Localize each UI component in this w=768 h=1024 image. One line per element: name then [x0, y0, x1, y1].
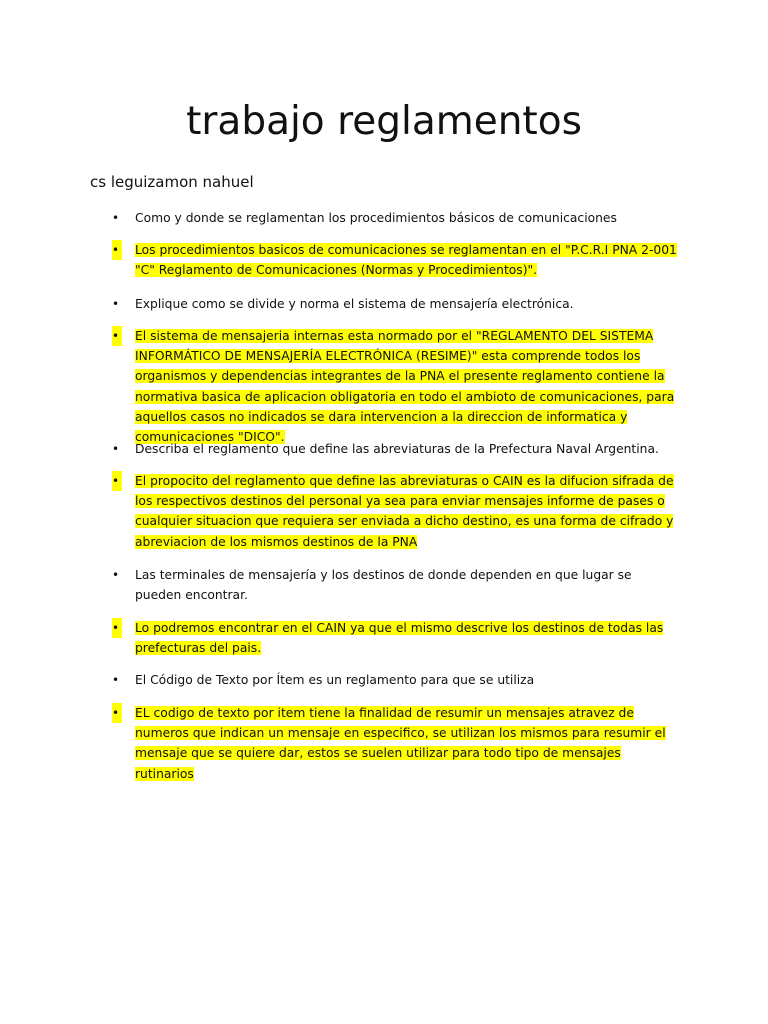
list-item-text	[135, 471, 680, 552]
bullet-icon: •	[112, 442, 120, 456]
list-item-text	[135, 618, 680, 658]
list-item-text: Como y donde se reglamentan los procedimientos básicos de comunicaciones	[135, 211, 617, 225]
list-item-text: Explique como se divide y norma el sistema de mensajería electrónica.	[135, 297, 574, 311]
highlighted-text: El propocito del reglamento que define las abreviaturas o CAIN es la difucion sifrada de los respectivos destinos del personal ya sea para enviar mensajes informe de pases o cualquier situacion que requiera ser enviada a dicho destino, es una forma de cifrado y abreviacion de los mismos destinos de la PNA	[135, 474, 674, 549]
bullet-icon: •	[112, 703, 122, 723]
bullet-icon: •	[112, 618, 122, 638]
document-author: cs leguizamon nahuel	[90, 173, 254, 191]
list-item-text	[135, 703, 680, 784]
highlighted-text: Los procedimientos basicos de comunicaciones se reglamentan en el "P.C.R.I PNA 2-001 "C" Reglamento de Comunicaciones (Normas y Procedimientos)".	[135, 243, 677, 278]
bullet-icon: •	[112, 211, 120, 225]
bullet-icon: •	[112, 240, 122, 260]
list-item-text	[135, 326, 680, 447]
list-item-text: Las terminales de mensajería y los destinos de donde dependen en que lugar se pueden encontrar.	[135, 568, 632, 603]
bullet-icon: •	[112, 673, 120, 687]
bullet-icon: •	[112, 297, 120, 311]
highlighted-text: Lo podremos encontrar en el CAIN ya que el mismo descrive los destinos de todas las prefecturas del pais.	[135, 621, 664, 656]
bullet-icon: •	[112, 568, 120, 582]
bullet-icon: •	[112, 326, 122, 346]
highlighted-text: EL codigo de texto por item tiene la finalidad de resumir un mensajes atravez de numeros que indican un mensaje en especifico, se utilizan los mismos para resumir el mensaje que se quiere dar, estos se suelen utilizar para todo tipo de mensajes rutinarios	[135, 706, 666, 781]
highlighted-text: El sistema de mensajeria internas esta normado por el "REGLAMENTO DEL SISTEMA INFORMÁTICO DE MENSAJERÍA ELECTRÓNICA (RESIME)" esta comprende todos los organismos y dependencias integrantes de la PNA el presente reglamento contiene la normativa basica de aplicacion obligatoria en todo el ambioto de comunicaciones, para aquellos casos no indicados se dara intervencion a la direccion de informatica y comunicaciones "DICO".	[135, 329, 675, 445]
bullet-icon: •	[112, 471, 122, 491]
list-item-text: El Código de Texto por Ítem es un reglamento para que se utiliza	[135, 673, 535, 687]
document-title: trabajo reglamentos	[186, 99, 582, 144]
list-item-text	[135, 240, 680, 280]
list-item-text: Describa el reglamento que define las abreviaturas de la Prefectura Naval Argentina.	[135, 442, 659, 456]
